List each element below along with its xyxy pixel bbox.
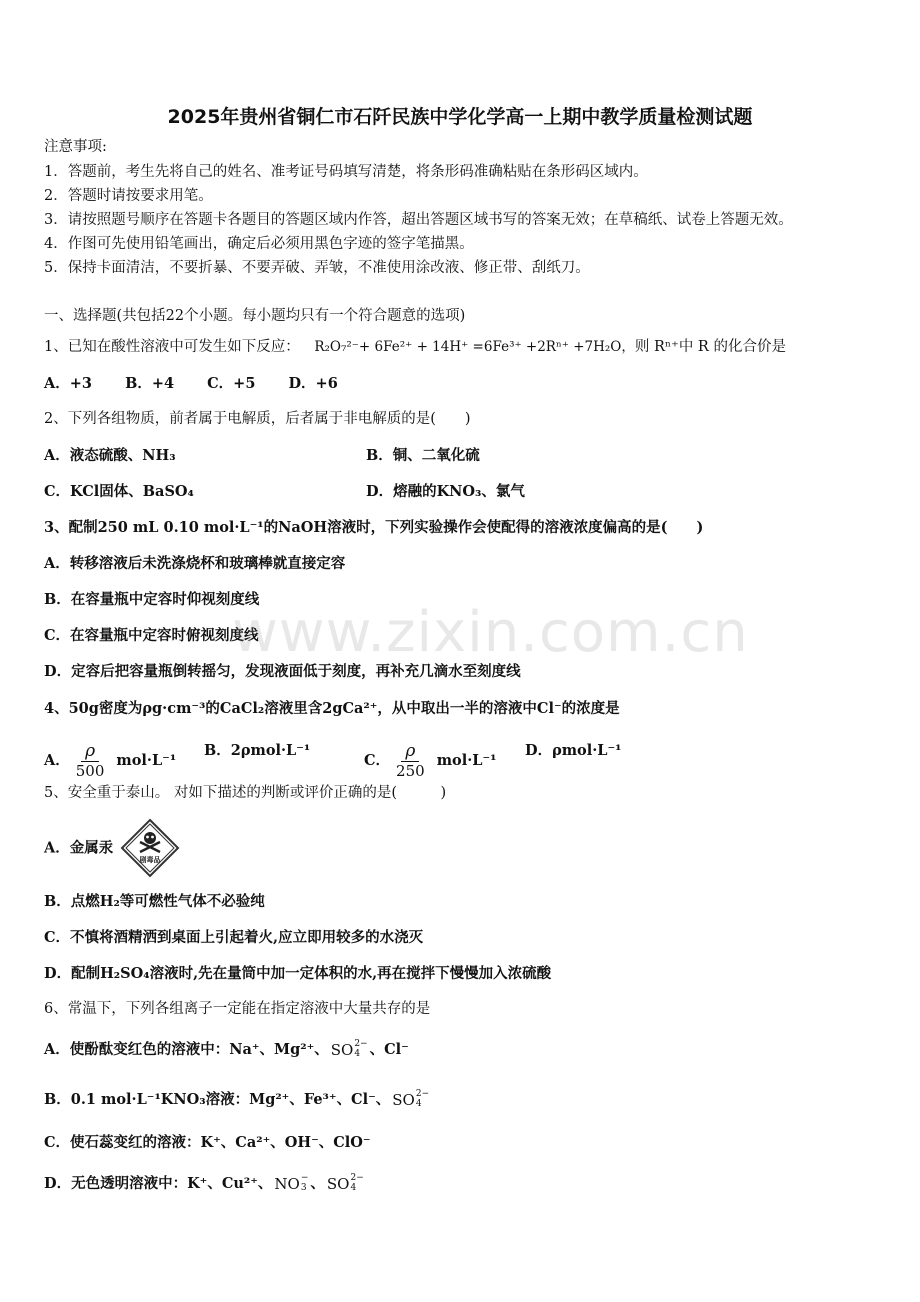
sulfate-ion: SO 2− 4 — [392, 1089, 430, 1109]
q5-option-a[interactable]: A．金属汞 剧毒品 — [44, 818, 180, 880]
q4-option-a[interactable]: A． $\frac{\rho}{500}$ mol·L⁻¹ — [44, 741, 177, 780]
q3-option-a[interactable]: A．转移溶液后未洗涤烧杯和玻璃棒就直接定容 — [44, 555, 346, 572]
q6-option-b[interactable]: B．0.1 mol·L⁻¹KNO₃溶液：Mg²⁺、Fe³⁺、Cl⁻、 SO 2− 4 — [44, 1089, 430, 1109]
watermark: www.zixin.com.cn — [232, 600, 749, 665]
nitrate-ion: NO − 3 — [274, 1173, 309, 1193]
q4-option-d[interactable]: D．ρmol·L⁻¹ — [525, 742, 622, 759]
sulfate-ion: SO 2− 4 — [330, 1039, 368, 1059]
question-5-stem: 5、安全重于泰山。 对如下描述的判断或评价正确的是( ) — [44, 785, 447, 801]
q2-option-c[interactable]: C．KCl固体、BaSO₄ — [44, 483, 194, 500]
q2-row-ab — [44, 447, 864, 464]
note-item: 1．答题前，考生先将自己的姓名、准考证号码填写清楚，将条形码准确粘贴在条形码区域内。 — [44, 164, 648, 180]
note-item: 3．请按照题号顺序在答题卡各题目的答题区域内作答，超出答题区域书写的答案无效；在草稿纸、试卷上答题无效。 — [44, 212, 793, 228]
hazard-sign-text: 剧毒品 — [139, 856, 161, 864]
q5-option-d[interactable]: D．配制H₂SO₄溶液时,先在量筒中加一定体积的水,再在搅拌下慢慢加入浓硫酸 — [44, 965, 552, 982]
question-3-stem: 3、配制250 mL 0.10 mol·L⁻¹的NaOH溶液时，下列实验操作会使配得的溶液浓度偏高的是( ) — [44, 519, 704, 536]
sulfate-ion: SO 2− 4 — [326, 1173, 364, 1193]
q5-option-c[interactable]: C．不慎将酒精洒到桌面上引起着火,应立即用较多的水浇灭 — [44, 929, 424, 946]
q2-option-a[interactable]: A．液态硫酸、NH₃ — [44, 447, 176, 464]
question-6-stem: 6、常温下，下列各组离子一定能在指定溶液中大量共存的是 — [44, 1001, 431, 1017]
section-heading: 一、选择题(共包括22个小题。每小题均只有一个符合题意的选项) — [44, 308, 466, 324]
question-1-options — [44, 375, 366, 392]
q3-option-b[interactable]: B．在容量瓶中定容时仰视刻度线 — [44, 591, 260, 608]
question-4-options — [44, 732, 864, 780]
q6-option-c[interactable]: C．使石蕊变红的溶液：K⁺、Ca²⁺、OH⁻、ClO⁻ — [44, 1134, 371, 1151]
q4-option-c[interactable]: C． $\frac{\rho}{250}$ mol·L⁻¹ — [364, 741, 497, 780]
q2-row-cd — [44, 483, 864, 500]
note-item: 2．答题时请按要求用笔。 — [44, 188, 213, 204]
q1-equation: R₂O₇²⁻+ 6Fe²⁺ + 14H⁺ =6Fe³⁺ +2Rⁿ⁺ +7H₂O， — [314, 339, 635, 355]
question-4-stem: 4、50g密度为ρg·cm⁻³的CaCl₂溶液里含2gCa²⁺，从中取出一半的溶液中Cl⁻的浓度是 — [44, 700, 620, 717]
q1-option-c[interactable]: C．+5 — [207, 375, 256, 392]
q1-option-d[interactable]: D．+6 — [288, 375, 338, 392]
notes-heading: 注意事项: — [44, 139, 107, 155]
q6-option-a[interactable]: A．使酚酞变红色的溶液中：Na⁺、Mg²⁺、 SO 2− 4 、Cl⁻ — [44, 1039, 409, 1059]
q3-option-d[interactable]: D．定容后把容量瓶倒转摇匀，发现液面低于刻度，再补充几滴水至刻度线 — [44, 663, 521, 680]
note-item: 5．保持卡面清洁，不要折暴、不要弄破、弄皱，不准使用涂改液、修正带、刮纸刀。 — [44, 260, 590, 276]
q5-option-b[interactable]: B．点燃H₂等可燃性气体不必验纯 — [44, 893, 265, 910]
question-2-stem: 2、下列各组物质，前者属于电解质，后者属于非电解质的是( ) — [44, 411, 471, 427]
q1-option-a[interactable]: A．+3 — [44, 375, 92, 392]
page-title: 2025年贵州省铜仁市石阡民族中学化学高一上期中教学质量检测试题 — [167, 106, 753, 128]
q2-option-b[interactable]: B．铜、二氧化硫 — [366, 447, 480, 464]
toxic-hazard-icon — [120, 818, 180, 878]
q2-option-d[interactable]: D．熔融的KNO₃、氯气 — [366, 483, 525, 500]
q4-option-b[interactable]: B．2ρmol·L⁻¹ — [204, 742, 311, 759]
question-1-stem: 1、已知在酸性溶液中可发生如下反应： R₂O₇²⁻+ 6Fe²⁺ + 14H⁺ =6Fe³⁺ +2Rⁿ⁺ +7H₂O，则 Rⁿ⁺中 R 的化合价是 — [44, 339, 786, 355]
note-item: 4．作图可先使用铅笔画出，确定后必须用黑色字迹的签字笔描黑。 — [44, 236, 474, 252]
q6-option-d[interactable]: D．无色透明溶液中：K⁺、Cu²⁺、 NO − 3 、 SO 2− 4 — [44, 1173, 364, 1193]
q3-option-c[interactable]: C．在容量瓶中定容时俯视刻度线 — [44, 627, 259, 644]
q1-option-b[interactable]: B．+4 — [125, 375, 175, 392]
